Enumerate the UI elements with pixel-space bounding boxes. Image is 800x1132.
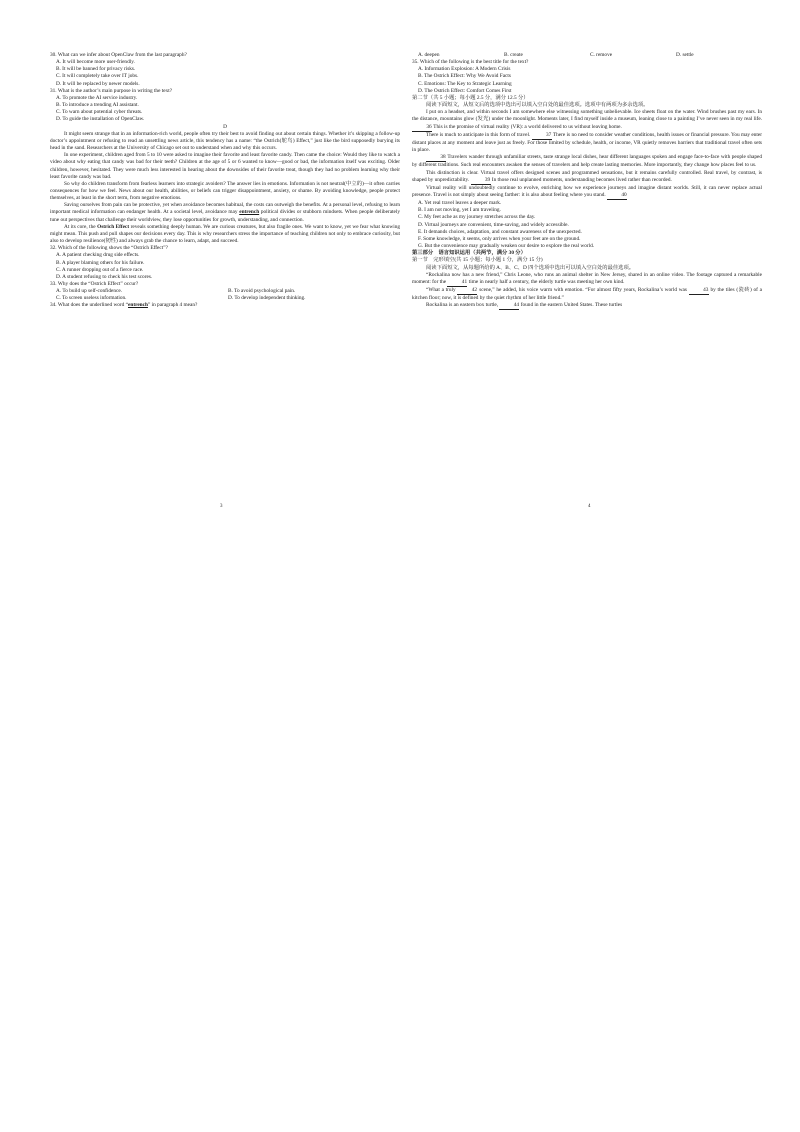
passage-paragraph-2: In one experiment, children aged from 5 to 10 were asked to imagine their favorite and least favorite candy. Then came the choice: Would they like to watch a video about why eating that candy was bad for their teeth? Children at the age of 5 or 6 wanted to know—good or bad, the information itself was exciting. Older children, however, hesitated. They were much less interested in hearing about the downsides of their favorite treat, though they had no problem learning why their least favorite candy was bad.: [50, 152, 400, 180]
part-3-instruction: 阅读下面短文，从每题所给的 A、B、C、D 四个选项中选出可以填入空白处的最佳选项。: [426, 264, 635, 271]
s2-option-c: C. My feet ache as my journey stretches across the day.: [418, 214, 536, 221]
underlined-word-entrench: entrench: [239, 209, 260, 216]
blank-38[interactable]: 38: [426, 154, 446, 162]
blank-43[interactable]: 43: [689, 287, 709, 295]
q34-option-c: C. remove: [590, 52, 613, 58]
question-33-stem: 33. Why does the “Ostrich Effect” occur?: [50, 281, 139, 287]
p4-text-before: Saving ourselves from pain can be protective, yet when avoidance becomes habitual, the costs can outweigh the benefits. At a personal level, refusing to learn important medical information can endanger health. At a societal level, avoidance may: [50, 202, 400, 216]
c-p2-after: by the tiles (瓷砖) of a kitchen floor; now, it is defined by the quiet rhythm of her little friend.”: [412, 287, 762, 302]
c-p1-after: time in nearly half a century, the elderly turtle was meeting her own kind.: [467, 278, 625, 285]
q35-option-d: D. The Ostrich Effect: Comfort Comes First: [418, 87, 512, 94]
passage-paragraph-5: [50, 224, 400, 245]
c-p3-after: found in the eastern United States. These turtles: [519, 302, 623, 309]
q33-option-a: A. To build up self-confidence.: [56, 288, 123, 295]
q31-option-d: D. To guide the installation of OpenClaw.: [56, 116, 145, 123]
p5-text-before: At its core, the: [64, 223, 98, 230]
s2-option-b: B. I am not moving, yet I am traveling.: [418, 207, 501, 214]
q34-option-a: A. deepen: [418, 52, 440, 58]
q33-option-d: D. To develop independent thinking.: [228, 295, 306, 302]
blank-36[interactable]: 36: [412, 124, 432, 132]
c-p3-before: Rockalina is an eastern box turtle,: [426, 302, 500, 309]
q34-option-b: B. create: [504, 52, 523, 58]
blank-40[interactable]: 40: [607, 192, 627, 200]
s2-paragraph-3: [412, 154, 762, 169]
passage-paragraph-4: [50, 202, 400, 223]
s2-option-e: E. It demands choices, adaptation, and constant awareness of the unexpected.: [418, 228, 582, 235]
s2-option-d: D. Virtual journeys are convenient, time-saving, and widely accessible.: [418, 221, 569, 228]
s2-paragraph-2: [412, 132, 762, 154]
left-page: [50, 52, 400, 310]
q34-text-before: 34. What does the underlined word “: [50, 302, 129, 309]
left-page-number: 3: [220, 504, 223, 509]
c-p2-before: “What a truly: [426, 287, 458, 293]
s2-paragraph-4: [412, 170, 762, 185]
q32-option-d: D. A student refusing to check his test scores.: [56, 273, 153, 280]
s2-paragraph-5: [412, 185, 762, 200]
p5-bold-term: Ostrich Effect: [97, 223, 130, 230]
q30-option-d: D. It will be replaced by newer models.: [56, 80, 140, 87]
q34-text-after: ” in paragraph 4 mean?: [147, 302, 198, 309]
q32-option-a: A. A patient checking drug side effects.: [56, 252, 140, 259]
right-page: [412, 52, 762, 310]
s2-p4-after: In those real unplanned moments, understanding becomes lived rather than recorded.: [490, 176, 672, 183]
q32-option-c: C. A runner dropping out of a fierce race.: [56, 266, 144, 273]
passage-paragraph-3: So why do children transform from fearless learners into strategic avoiders? The answer lies in emotions. Information is not neutral(中立的)—it often carries consequences for how we feel. News about our health, abilities, or beliefs can trigger disappointment, anxiety, or shame. By avoiding knowledge, people protect themselves, at least in the short term, from negative emotions.: [50, 180, 400, 202]
q31-option-a: A. To promote the AI service industry.: [56, 94, 138, 101]
q31-option-b: B. To introduce a trending AI assistant.: [56, 102, 139, 109]
blank-44[interactable]: 44: [499, 302, 519, 310]
question-32-stem: 32. Which of the following shows the “Ostrich Effect”?: [50, 245, 168, 252]
blank-39[interactable]: 39: [471, 177, 491, 185]
cloze-paragraph-1: [412, 272, 762, 287]
cloze-paragraph-3: [412, 302, 762, 310]
section-2-instruction: 阅读下面短文，从短文后的选项中选出可以填入空白处的最佳选项。选项中有两项为多余选项。: [426, 102, 649, 109]
part-3-section-1: 第一节 完形填空(共 15 小题；每小题 1 分，满分 15 分): [412, 257, 543, 264]
q31-option-c: C. To warn about potential cyber threats.: [56, 109, 143, 116]
q33-option-b: B. To avoid psychological pain.: [228, 288, 296, 295]
right-page-number: 4: [588, 504, 591, 509]
section-2-header: 第二节（共 5 小题；每小题 2.5 分，满分 12.5 分）: [412, 94, 529, 101]
q35-option-b: B. The Ostrich Effect: Why We Avoid Facts: [418, 73, 511, 80]
s2-option-a: A. Yet real travel leaves a deeper mark.: [418, 200, 502, 207]
q35-option-a: A. Information Explosion: A Modern Crisis: [418, 66, 511, 73]
blank-41[interactable]: 41: [447, 279, 467, 287]
blank-42[interactable]: 42: [457, 287, 477, 295]
s2-option-g: G. But the convenience may gradually weaken our desire to explore the real world.: [418, 243, 595, 250]
p5-text-after: reveals something deeply human. We are curious creatures, but also fragile ones. We want to know, yet we fear what knowing might mean. This push and pull shapes our decisions every day. This is why researchers stress the importance of teaching children not only to embrace curiosity, but also to develop resilience(韧性) and always grab the chance to learn, adapt, and succeed.: [50, 223, 400, 245]
c-p1-before: “Rockalina now has a new friend,” Chris Leone, who runs an animal shelter in New Jersey, shared in an online video. The footage captured a remarkable moment: for the: [412, 271, 762, 285]
s2-p2-before: There is much to anticipate in this form of travel.: [426, 131, 532, 138]
s2-p5-before: Virtual reality will undoubtedly continue to evolve, enriching how we experience journeys and imagine distant worlds. Still, it can never replace actual presence. Travel is not simply about seeing farther: it is also about feeling where you stand.: [412, 184, 762, 198]
q33-option-c: C. To screen useless information.: [56, 295, 127, 302]
q30-option-b: B. It will be banned for privacy risks.: [56, 66, 136, 73]
q32-option-b: B. A player blaming others for his failure.: [56, 259, 145, 266]
passage-paragraph-1: It might seem strange that in an information-rich world, people often try their best to avoid finding out about certain things. Whether it’s skipping a follow-up doctor’s appointment or refusing to read an unsettling news article, this tendency has a name: “the Ostrich(鸵鸟) Effect,” just like the bird supposedly burying its head in the sand. Researchers at the University of Chicago set out to understand when and why this occurs.: [50, 130, 400, 152]
s2-p3-after: Travelers wander through unfamiliar streets, taste strange local dishes, hear different languages spoken and engage face-to-face with people shaped by different traditions. Such real encounters awaken the senses of travelers and help create lasting memories. More importantly, they change how places feel to us.: [412, 154, 762, 169]
s2-paragraph-1: [412, 109, 762, 131]
q30-option-a: A. It will become more user-friendly.: [56, 59, 135, 66]
q30-option-c: C. It will completely take over IT jobs.: [56, 73, 139, 80]
q34-option-d: D. settle: [676, 52, 694, 58]
s2-p4-before: This distinction is clear. Virtual travel offers designed scenes and programmed sensations, but it remains carefully controlled. Real travel, by contrast, is shaped by unpredictability.: [412, 169, 762, 183]
question-30-stem: 30. What can we infer about OpenClaw from the last paragraph?: [50, 52, 187, 58]
question-31-stem: 31. What is the author’s main purpose in writing the text?: [50, 87, 173, 94]
s2-p2-after: There is no need to consider weather conditions, health issues or financial pressure. You may enter distant places at any moment and leave just as freely. For those limited by schedule, health, or income, VR quietly removes barriers that traditional travel often sets in place.: [412, 131, 763, 154]
section-letter-d: D: [223, 123, 227, 130]
part-3-header: 第三部分 语言知识运用（共两节，满分 30 分）: [412, 250, 526, 257]
s2-p1-after: This is the promise of virtual reality (VR): a world delivered to us without leaving home.: [432, 123, 622, 130]
q35-option-c: C. Emotions: The Key to Strategic Learning: [418, 80, 512, 87]
question-34-stem: [50, 302, 400, 309]
s2-option-f: F. Some knowledge, it seems, only arrives when your feet are on the ground.: [418, 235, 581, 242]
c-p2-mid: scene,” he added, his voice warm with emotion. “For almost fifty years, Rockalina’s world was: [477, 287, 689, 293]
q34-underlined-word: entrench: [128, 302, 148, 309]
question-35-stem: 35. Which of the following is the best title for the text?: [412, 59, 529, 66]
p4-text-after: political divides or stubborn mindsets. When people deliberately tune out perspectives that challenge their worldview, they lose opportunities for growth, understanding, and connection.: [50, 209, 400, 223]
blank-37[interactable]: 37: [532, 132, 552, 140]
cloze-paragraph-2: [412, 287, 762, 302]
s2-p1-before: I put on a headset, and within seconds I am somewhere else witnessing something unbelievable. Ice sheets float on the water. Wind brushes past my ears. In the distance, mountains glow (发光) under the moonlight. Moments later, I find myself inside a museum, leaning close to a painting I’ve never seen in my real life.: [412, 109, 762, 123]
